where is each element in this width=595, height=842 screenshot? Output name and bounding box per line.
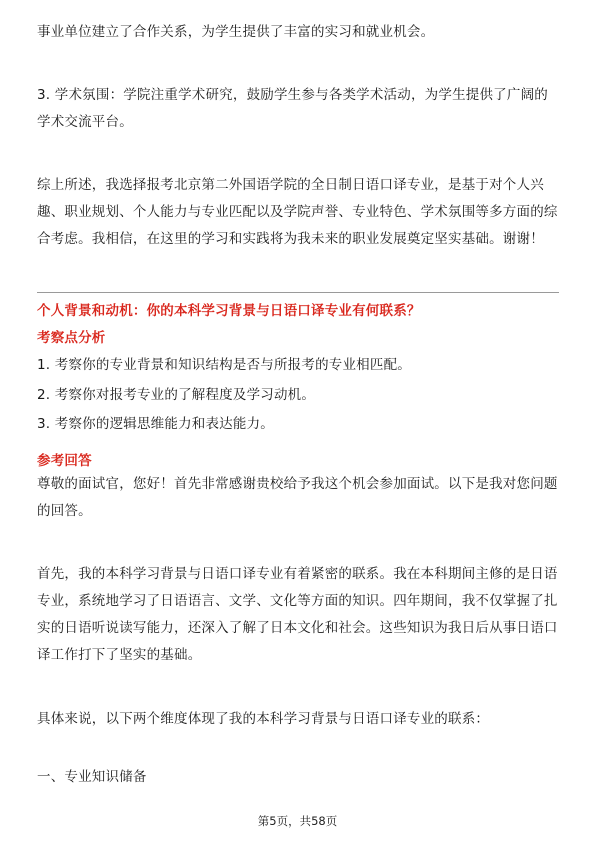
answer-subheading-knowledge: 一、专业知识储备	[37, 769, 147, 785]
paragraph-summary: 综上所述，我选择报考北京第二外国语学院的全日制日语口译专业，是基于对个人兴趣、职业规划、个人能力与专业匹配以及学院声誉、专业特色、学术氛围等多方面的综合考虑。我相信，在这里的学习和实践将为我未来的职业发展奠定坚实基础。谢谢！	[37, 177, 558, 247]
paragraph-academic-atmosphere: 3. 学术氛围：学院注重学术研究，鼓励学生参与各类学术活动，为学生提供了广阔的学术交流平台。	[37, 87, 548, 130]
answer-paragraph-dimensions: 具体来说，以下两个维度体现了我的本科学习背景与日语口译专业的联系：	[37, 711, 490, 727]
paragraph-cooperation: 事业单位建立了合作关系，为学生提供了丰富的实习和就业机会。	[37, 24, 435, 40]
question-title: 个人背景和动机：你的本科学习背景与日语口译专业有何联系？	[37, 303, 421, 319]
analysis-item: 1. 考察你的专业背景和知识结构是否与所报考的专业相匹配。	[37, 357, 411, 373]
answer-heading: 参考回答	[37, 453, 92, 469]
analysis-heading: 考察点分析	[37, 330, 106, 346]
analysis-item: 3. 考察你的逻辑思维能力和表达能力。	[37, 416, 274, 432]
answer-paragraph-background: 首先，我的本科学习背景与日语口译专业有着紧密的联系。我在本科期间主修的是日语专业，系统地学习了日语语言、文学、文化等方面的知识。四年期间，我不仅掌握了扎实的日语听说读写能力，还深入了解了日本文化和社会。这些知识为我日后从事日语口译工作打下了坚实的基础。	[37, 566, 558, 663]
section-divider	[37, 292, 559, 293]
analysis-item: 2. 考察你对报考专业的了解程度及学习动机。	[37, 387, 316, 403]
answer-paragraph-greeting: 尊敬的面试官，您好！首先非常感谢贵校给予我这个机会参加面试。以下是我对您问题的回答。	[37, 476, 558, 519]
page-number: 第5页，共58页	[257, 814, 338, 828]
